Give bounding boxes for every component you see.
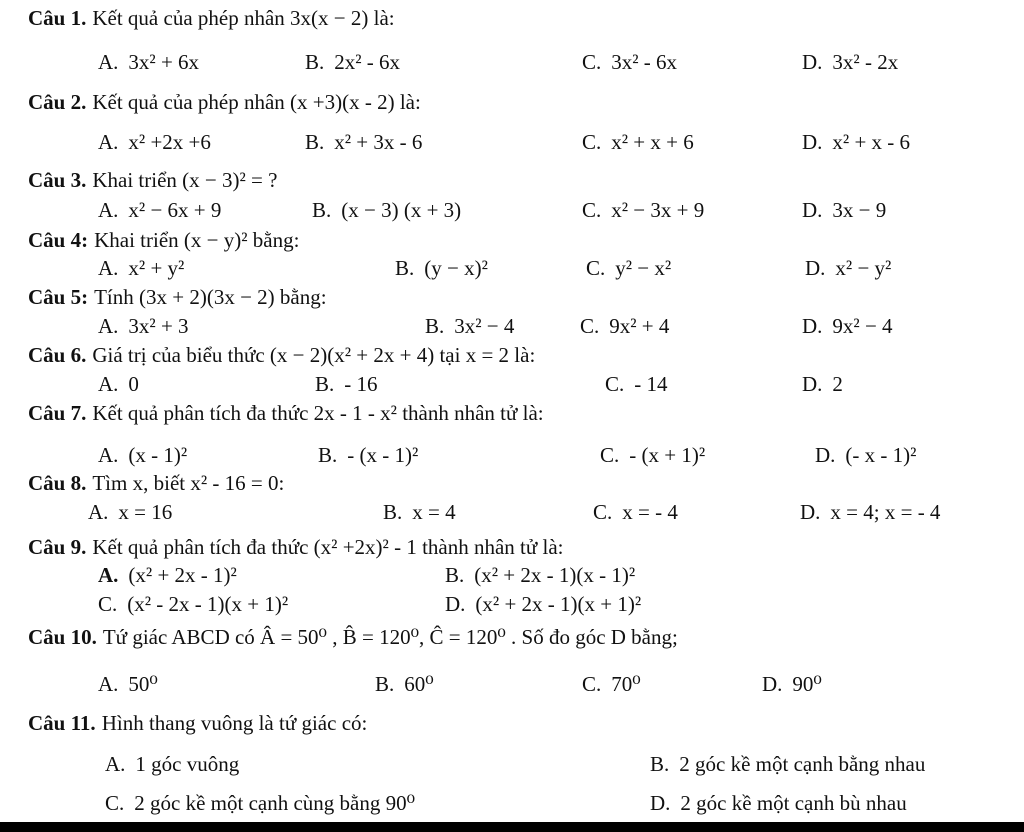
option-11d: D. 2 góc kề một cạnh bù nhau (650, 791, 907, 815)
option-3a: A. x² − 6x + 9 (98, 198, 222, 222)
question-7 (28, 401, 544, 426)
option-5c: C. 9x² + 4 (580, 314, 670, 338)
question-label: Câu 11. (28, 711, 96, 735)
question-text: Kết quả phân tích đa thức 2x - 1 - x² thành nhân tử là: (92, 401, 544, 425)
question-text: Hình thang vuông là tứ giác có: (101, 711, 368, 735)
question-label: Câu 4: (28, 228, 89, 252)
option-7d: D. (- x - 1)² (815, 443, 917, 467)
option-7b: B. - (x - 1)² (318, 443, 419, 467)
option-8b: B. x = 4 (383, 500, 456, 524)
option-7c: C. - (x + 1)² (600, 443, 706, 467)
option-9b: B. (x² + 2x - 1)(x - 1)² (445, 563, 636, 587)
question-6 (28, 343, 535, 368)
question-label: Câu 2. (28, 90, 87, 114)
question-4 (28, 228, 299, 253)
question-9 (28, 535, 564, 560)
option-3c: C. x² − 3x + 9 (582, 198, 705, 222)
question-label: Câu 3. (28, 168, 87, 192)
option-8c: C. x = - 4 (593, 500, 678, 524)
option-4c: C. y² − x² (586, 256, 672, 280)
option-6a: A. 0 (98, 372, 139, 396)
option-5a: A. 3x² + 3 (98, 314, 189, 338)
option-1d: D. 3x² - 2x (802, 50, 899, 74)
question-text: Kết quả của phép nhân 3x(x − 2) là: (92, 6, 395, 30)
option-5d: D. 9x² − 4 (802, 314, 893, 338)
question-text: Tìm x, biết x² - 16 = 0: (92, 471, 285, 495)
option-5b: B. 3x² − 4 (425, 314, 515, 338)
question-8 (28, 471, 284, 496)
option-8a: A. x = 16 (88, 500, 173, 524)
option-4a: A. x² + y² (98, 256, 185, 280)
question-10 (28, 625, 678, 650)
option-10b: B. 60⁰ (375, 672, 434, 696)
option-6c: C. - 14 (605, 372, 668, 396)
question-label: Câu 7. (28, 401, 87, 425)
question-text: Kết quả phân tích đa thức (x² +2x)² - 1 thành nhân tử là: (92, 535, 564, 559)
option-9c: C. (x² - 2x - 1)(x + 1)² (98, 592, 289, 616)
question-text: Khai triển (x − y)² bằng: (94, 228, 300, 252)
option-11a: A. 1 góc vuông (105, 752, 240, 776)
option-2c: C. x² + x + 6 (582, 130, 694, 154)
question-text: Tứ giác ABCD có Â = 50⁰ , B̂ = 120⁰, Ĉ = 120⁰ . Số đo góc D bằng; (102, 625, 678, 649)
option-1a: A. 3x² + 6x (98, 50, 200, 74)
option-9d: D. (x² + 2x - 1)(x + 1)² (445, 592, 642, 616)
option-2b: B. x² + 3x - 6 (305, 130, 423, 154)
option-2d: D. x² + x - 6 (802, 130, 911, 154)
question-text: Kết quả của phép nhân (x +3)(x - 2) là: (92, 90, 421, 114)
question-2 (28, 90, 421, 115)
option-1c: C. 3x² - 6x (582, 50, 678, 74)
question-text: Giá trị của biểu thức (x − 2)(x² + 2x + 4) tại x = 2 là: (92, 343, 536, 367)
option-6b: B. - 16 (315, 372, 378, 396)
question-label: Câu 6. (28, 343, 87, 367)
question-label: Câu 5: (28, 285, 89, 309)
option-3d: D. 3x − 9 (802, 198, 887, 222)
option-4d: D. x² − y² (805, 256, 892, 280)
option-4b: B. (y − x)² (395, 256, 488, 280)
question-text: Tính (3x + 2)(3x − 2) bằng: (94, 285, 327, 309)
option-7a: A. (x - 1)² (98, 443, 188, 467)
option-1b: B. 2x² - 6x (305, 50, 401, 74)
option-11c: C. 2 góc kề một cạnh cùng bằng 90⁰ (105, 791, 416, 815)
question-5 (28, 285, 327, 310)
question-11 (28, 711, 367, 736)
question-label: Câu 9. (28, 535, 87, 559)
question-3 (28, 168, 277, 193)
question-label: Câu 10. (28, 625, 97, 649)
option-8d: D. x = 4; x = - 4 (800, 500, 941, 524)
question-label: Câu 1. (28, 6, 87, 30)
option-2a: A. x² +2x +6 (98, 130, 211, 154)
question-label: Câu 8. (28, 471, 87, 495)
option-11b: B. 2 góc kề một cạnh bằng nhau (650, 752, 926, 776)
option-10d: D. 90⁰ (762, 672, 822, 696)
question-text: Khai triển (x − 3)² = ? (92, 168, 278, 192)
option-10a: A. 50⁰ (98, 672, 158, 696)
option-9a: A. (x² + 2x - 1)² (98, 563, 237, 587)
bottom-edge-bar (0, 822, 1024, 832)
question-1 (28, 6, 395, 31)
option-3b: B. (x − 3) (x + 3) (312, 198, 462, 222)
option-10c: C. 70⁰ (582, 672, 641, 696)
option-6d: D. 2 (802, 372, 843, 396)
